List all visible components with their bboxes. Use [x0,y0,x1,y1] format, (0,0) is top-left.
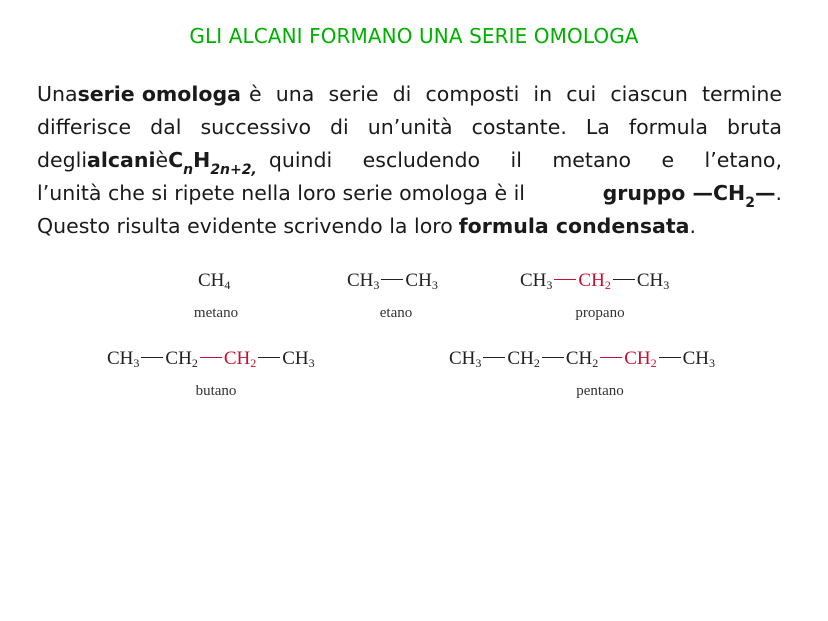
formula-metano: $CH_4$ [198,270,231,292]
label-propano: propano [575,305,625,321]
formula-butano: $CH_3$ $CH_2$ $CH_2$ $CH_3$ [107,348,315,370]
label-etano: etano [379,305,413,321]
bond [659,357,681,359]
paragraph-line-1 [37,78,782,111]
term-serie-omologa: serie omologa [77,82,241,106]
text: è una serie di composti in cui ciascun termine [249,82,782,106]
bond [542,357,564,359]
definition-paragraph [37,78,782,243]
formula-general: $C_nH_{2n+2,}$ [168,148,257,178]
formula-propano: $CH_3$ $CH_2$ $CH_3$ [520,270,670,292]
bond [613,279,635,281]
bond [258,357,280,359]
term-formula-condensata: formula condensata. [458,214,697,238]
label-butano: butano [195,383,237,399]
bond [381,279,403,281]
term-alcani: alcani [87,148,156,172]
paragraph-line-3 [37,144,782,177]
word: è [155,148,169,172]
bond-highlight [600,357,622,359]
term-gruppo-ch2: gruppo $—CH_2—$. [602,181,782,211]
bond-highlight [554,279,576,281]
word: Una [37,82,78,106]
label-pentano: pentano [576,383,624,399]
bond [483,357,505,359]
slide-title: GLI ALCANI FORMANO UNA SERIE OMOLOGA [189,24,639,48]
bond [141,357,163,359]
text: l’unità che si ripete nella loro serie omologa è il [37,181,526,205]
formula-etano: $CH_3$ $CH_3$ [347,270,438,292]
formula-pentano: $CH_3$ $CH_2$ $CH_2$ $CH_2$ $CH_3$ [449,348,716,370]
text: Questo risulta evidente scrivendo la loro [37,214,453,238]
word: degli [37,148,88,172]
text: differisce dal successivo di un’unità costante. La formula bruta [37,115,782,139]
text: quindi escludendo il metano e l’etano, [268,148,782,172]
paragraph-line-4 [37,177,782,210]
paragraph-line-2 [37,111,782,144]
label-metano: metano [193,305,239,321]
bond-highlight [200,357,222,359]
paragraph-line-5 [37,210,782,243]
